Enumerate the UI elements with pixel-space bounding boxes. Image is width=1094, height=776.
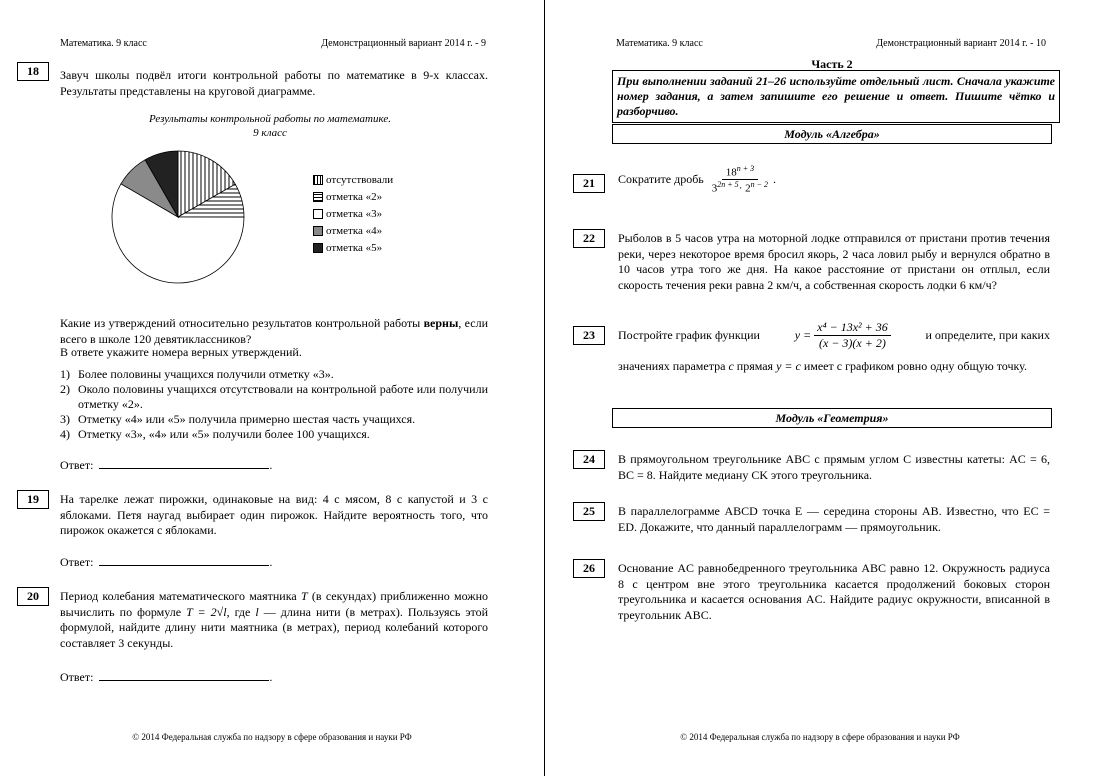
option-text: Отметку «4» или «5» получила примерно шестая часть учащихся. — [78, 412, 416, 426]
left-header-subject: Математика. 9 класс — [60, 38, 147, 49]
task-19-answer: Ответ: . — [60, 555, 273, 569]
task-18-number: 18 — [17, 62, 49, 81]
pie-legend — [313, 171, 393, 256]
fraction-numerator: x⁴ − 13x² + 36 — [814, 320, 891, 336]
legend-item-grade2 — [313, 188, 393, 205]
legend-label: отметка «5» — [326, 241, 383, 254]
var-T: T — [300, 589, 308, 603]
option-number: 2) — [60, 382, 70, 396]
option-text: Около половины учащихся отсутствовали на контрольной работе или получили отметку «2». — [78, 382, 488, 411]
formula: T = 2√l — [186, 604, 227, 619]
part-title: Часть 2 — [811, 57, 853, 71]
legend-swatch — [313, 243, 323, 253]
left-footer: © 2014 Федеральная служба по надзору в сфере образования и науки РФ — [132, 732, 412, 742]
legend-swatch — [313, 226, 323, 236]
question-text-tail: , если всего в школе 120 девятиклассников? — [60, 316, 488, 346]
task-19-number: 19 — [17, 490, 49, 509]
page-divider — [544, 0, 545, 776]
task-26-number: 26 — [573, 559, 605, 578]
chart-title: Результаты контрольной работы по математике. — [149, 113, 391, 125]
option-text: Более половины учащихся получили отметку «3». — [78, 367, 334, 381]
right-header-variant: Демонстрационный вариант 2014 г. - 10 — [876, 38, 1046, 49]
legend-label: отметка «4» — [326, 224, 383, 237]
legend-item-grade5 — [313, 239, 393, 256]
question-emphasis: верны — [423, 316, 459, 330]
legend-swatch — [313, 192, 323, 202]
right-page — [546, 0, 1094, 776]
fraction-numerator — [722, 164, 758, 180]
formula-yc: y = c — [776, 359, 801, 373]
left-page — [0, 0, 544, 776]
answer-line[interactable] — [99, 668, 269, 681]
task-21-number: 21 — [573, 174, 605, 193]
task-18-intro: Завуч школы подвёл итоги контрольной работы по математике в 9-х классах. Результаты представлены на круговой диаграмме. — [60, 68, 488, 98]
right-footer: © 2014 Федеральная служба по надзору в сфере образования и науки РФ — [680, 732, 960, 742]
task-26-text: Основание AC равнобедренного треугольника ABC равно 12. Окружность радиуса 8 с центром вне этого треугольника касается продолжений боковых сторон треугольника и касается основания AC. Найдите радиус окружности, вписанной в треугольник ABC. — [618, 561, 1050, 622]
answer-label: Ответ: — [60, 670, 94, 684]
fraction — [710, 164, 770, 194]
task-24-number: 24 — [573, 450, 605, 469]
exponent: n + 3 — [736, 164, 755, 173]
y-eq: y = — [794, 328, 812, 342]
text-part: Период колебания математического маятника — [60, 589, 297, 603]
option-2 — [60, 382, 488, 412]
fraction-denominator — [710, 180, 770, 195]
text-part: Сократите дробь — [618, 171, 704, 186]
option-number: 1) — [60, 367, 70, 381]
task-25-number: 25 — [573, 502, 605, 521]
legend-label: отметка «2» — [326, 190, 383, 203]
right-header-subject: Математика. 9 класс — [616, 38, 703, 49]
task-20-text — [60, 589, 488, 651]
pie-chart — [100, 140, 260, 290]
text-part: — длина нити (в метрах). Пользуясь этой формулой, найдите длину нити маятника (в метрах), период колебаний которого составляет 3 секунды. — [60, 604, 489, 650]
answer-line[interactable] — [99, 456, 269, 469]
base: 18 — [725, 166, 737, 179]
fraction-denominator: (x − 3)(x + 2) — [819, 336, 886, 350]
legend-label: отметка «3» — [326, 207, 383, 220]
task-23-line1 — [618, 320, 1050, 351]
function-formula — [795, 320, 891, 351]
legend-label: отсутствовали — [326, 173, 394, 186]
option-text: Отметку «3», «4» или «5» получили более 100 учащихся. — [78, 427, 370, 441]
module-geometry: Модуль «Геометрия» — [612, 408, 1052, 428]
answer-label: Ответ: — [60, 555, 94, 569]
text-part: имеет с графиком ровно одну общую точку. — [803, 359, 1027, 373]
text-part: значениях параметра — [618, 359, 726, 373]
legend-item-grade3 — [313, 205, 393, 222]
var-l: l — [255, 604, 259, 619]
question-text: Какие из утверждений относительно результатов контрольной работы — [60, 316, 421, 330]
answer-line[interactable] — [99, 553, 269, 566]
task-25-text: В параллелограмме ABCD точка E — середина стороны AB. Известно, что EC = ED. Докажите, что данный параллелограмм — прямоугольник. — [618, 504, 1050, 534]
text-part: Постройте график функции — [618, 328, 760, 342]
task-20-answer: Ответ: . — [60, 670, 273, 684]
task-18-question2: В ответе укажите номера верных утверждений. — [60, 345, 302, 359]
task-18-answer: Ответ: . — [60, 458, 273, 472]
legend-swatch — [313, 209, 323, 219]
var-c: c — [728, 359, 734, 373]
chart-subtitle: 9 класс — [253, 127, 287, 139]
task-21-text — [618, 164, 776, 194]
base: · 2 — [738, 182, 751, 195]
task-24-text: В прямоугольном треугольнике ABC с прямым углом C известны катеты: AC = 6, BC = 8. Найдите медиану CK этого треугольника. — [618, 452, 1050, 482]
answer-label: Ответ: — [60, 458, 94, 472]
task-22-number: 22 — [573, 229, 605, 248]
task-18-question — [60, 316, 488, 347]
task-23-line2 — [618, 359, 1050, 375]
task-18-options — [60, 367, 488, 442]
task-20-number: 20 — [17, 587, 49, 606]
instructions-box: При выполнении заданий 21–26 используйте отдельный лист. Сначала укажите номер задания, а затем запишите его решение и ответ. Пишите чётко и разборчиво. — [612, 70, 1060, 123]
text-part: (в секундах) приближенно можно вычислить по формуле — [60, 589, 489, 619]
text-part: и определите, при каких — [925, 328, 1050, 342]
task-22-text: Рыболов в 5 часов утра на моторной лодке отправился от пристани против течения реки, через некоторое время бросил якорь, 2 часа ловил рыбу и вернулся обратно в 10 часов утра того же дня. На какое расстояние от пристани он отплыл, если скорость течения реки равна 2 км/ч, а собственная скорость лодки 6 км/ч? — [618, 231, 1050, 292]
exponent: 2n + 5 — [717, 179, 739, 189]
module-algebra: Модуль «Алгебра» — [612, 124, 1052, 144]
task-19-text: На тарелке лежат пирожки, одинаковые на вид: 4 с мясом, 8 с капустой и 3 с яблоками. Петя наугад выбирает один пирожок. Найдите вероятность того, что пирожок окажется с яблоками. — [60, 492, 488, 537]
legend-item-absent — [313, 171, 393, 188]
legend-item-grade4 — [313, 222, 393, 239]
text-part: . — [773, 171, 777, 186]
option-3 — [60, 412, 488, 427]
text-part: прямая — [736, 359, 774, 373]
left-header-variant: Демонстрационный вариант 2014 г. - 9 — [321, 38, 486, 49]
exponent: n − 2 — [750, 179, 769, 189]
chart-title-block — [110, 112, 430, 140]
option-4 — [60, 427, 488, 442]
text-part: , где — [226, 604, 251, 619]
option-number: 4) — [60, 427, 70, 441]
base: 3 — [711, 182, 718, 195]
task-23-number: 23 — [573, 326, 605, 345]
fraction — [814, 320, 891, 351]
option-number: 3) — [60, 412, 70, 426]
legend-swatch — [313, 175, 323, 185]
option-1 — [60, 367, 488, 382]
